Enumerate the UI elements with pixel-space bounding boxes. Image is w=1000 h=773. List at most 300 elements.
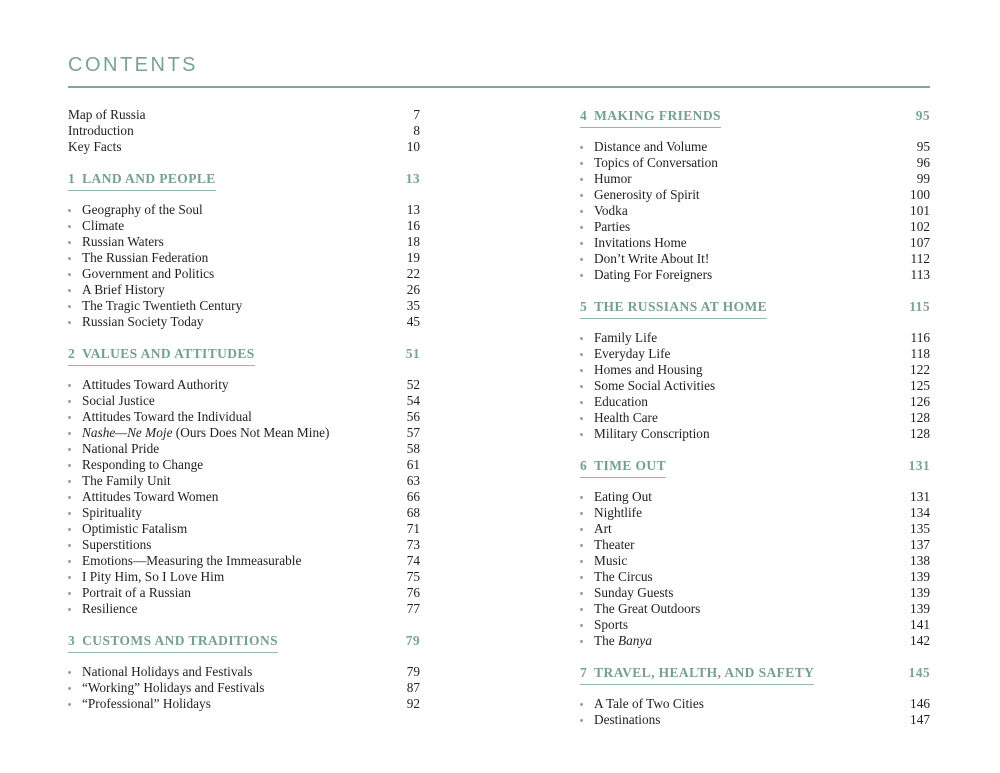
toc-entry-label: Eating Out [594,489,652,504]
bullet-icon [68,608,82,611]
front-matter [68,107,420,155]
toc-entry [580,251,930,267]
toc-entry-page: 141 [910,617,930,632]
toc-entry [580,569,930,585]
chapter-heading [68,632,420,653]
chapter-items [68,377,420,617]
bullet-dot [580,512,583,515]
toc-entry-label: Attitudes Toward Authority [82,377,229,392]
toc-entry-label: Invitations Home [594,235,687,250]
toc-entry-page: 66 [406,489,420,504]
toc-entry [68,553,420,569]
chapter-number: 7 [580,665,588,680]
toc-entry-label: Music [594,553,628,568]
bullet-dot [68,305,71,308]
front-matter-entry [68,107,420,123]
bullet-icon [580,146,594,149]
toc-entry [580,585,930,601]
toc-entry-label: Russian Society Today [82,314,204,329]
toc-entry [580,155,930,171]
chapter-title: TRAVEL, HEALTH, AND SAFETY [594,665,815,680]
toc-entry [68,537,420,553]
toc-entry [68,696,420,712]
toc-entry [580,537,930,553]
bullet-dot [68,321,71,324]
bullet-icon [68,671,82,674]
bullet-icon [68,321,82,324]
chapter-section-2 [68,345,420,617]
toc-entry-label: Humor [594,171,632,186]
toc-entry [68,505,420,521]
toc-entry-label: Generosity of Spirit [594,187,700,202]
bullet-dot [68,400,71,403]
toc-entry [580,633,930,649]
toc-entry-label: Social Justice [82,393,155,408]
bullet-icon [68,528,82,531]
toc-entry [580,553,930,569]
bullet-dot [580,401,583,404]
toc-entry-page: 147 [910,712,930,727]
toc-entry-page: 75 [406,569,420,584]
bullet-dot [580,433,583,436]
toc-entry-page: 113 [910,267,930,282]
bullet-icon [68,592,82,595]
toc-entry-page: 128 [910,426,930,441]
toc-entry [68,680,420,696]
toc-entry-page: 87 [406,680,420,695]
front-matter-entry-page: 10 [406,139,420,154]
toc-entry-label-text: (Ours Does Not Mean Mine) [172,425,330,440]
bullet-icon [580,242,594,245]
bullet-dot [68,241,71,244]
toc-entry-label: National Holidays and Festivals [82,664,253,679]
toc-entry-label: Family Life [594,330,658,345]
bullet-icon [68,400,82,403]
toc-entry-page: 73 [406,537,420,552]
bullet-icon [68,512,82,515]
toc-entry-page: 131 [910,489,930,504]
toc-entry-label: Don’t Write About It! [594,251,710,266]
bullet-icon [580,178,594,181]
toc-entry-page: 26 [406,282,420,297]
bullet-dot [580,146,583,149]
chapter-heading-text [68,170,216,191]
toc-entry-page: 139 [910,601,930,616]
toc-entry-label: The Great Outdoors [594,601,701,616]
bullet-icon [68,703,82,706]
bullet-dot [68,512,71,515]
chapter-heading [580,107,930,128]
toc-entry-label: A Tale of Two Cities [594,696,704,711]
chapter-page-number: 79 [405,633,420,648]
bullet-icon [580,592,594,595]
toc-entry-page: 79 [406,664,420,679]
front-matter-entry-label: Key Facts [68,139,122,154]
bullet-dot [580,544,583,547]
bullet-dot [580,703,583,706]
toc-entry-label-text: The [594,633,618,648]
toc-entry-page: 112 [910,251,930,266]
toc-entry [580,346,930,362]
toc-entry-label-italic: Banya [618,633,652,648]
toc-entry [68,298,420,314]
chapter-items [580,139,930,283]
chapter-number: 5 [580,299,588,314]
chapter-heading [68,345,420,366]
bullet-icon [68,241,82,244]
toc-entry [68,377,420,393]
bullet-dot [580,353,583,356]
front-matter-entry-label: Introduction [68,123,134,138]
bullet-dot [68,289,71,292]
chapter-items [68,202,420,330]
bullet-icon [68,209,82,212]
page-header [68,52,930,88]
toc-entry-label: Superstitions [82,537,152,552]
toc-entry [68,441,420,457]
chapter-items [580,330,930,442]
toc-entry-page: 107 [910,235,930,250]
chapter-title: CUSTOMS AND TRADITIONS [82,633,279,648]
toc-entry-label: Optimistic Fatalism [82,521,188,536]
toc-entry [68,569,420,585]
bullet-dot [580,337,583,340]
toc-entry [580,330,930,346]
chapter-page-number: 145 [908,665,930,680]
bullet-icon [68,257,82,260]
bullet-icon [580,544,594,547]
bullet-icon [68,687,82,690]
bullet-icon [68,464,82,467]
toc-entry-page: 35 [406,298,420,313]
bullet-dot [68,544,71,547]
bullet-icon [580,512,594,515]
toc-entry-page: 134 [910,505,930,520]
bullet-dot [68,257,71,260]
toc-entry [580,267,930,283]
chapter-title: LAND AND PEOPLE [82,171,216,186]
chapter-number: 2 [68,346,76,361]
bullet-dot [580,624,583,627]
bullet-icon [580,640,594,643]
toc-entry [68,664,420,680]
chapter-heading [580,664,930,685]
chapter-page-number: 13 [405,171,420,186]
bullet-dot [580,496,583,499]
front-matter-entry [68,123,420,139]
bullet-icon [580,210,594,213]
chapter-number: 1 [68,171,76,186]
toc-entry-label: National Pride [82,441,160,456]
bullet-dot [68,209,71,212]
toc-entry-label: Russian Waters [82,234,164,249]
toc-entry [580,378,930,394]
toc-entry-label: “Working” Holidays and Festivals [82,680,265,695]
bullet-dot [68,416,71,419]
toc-entry-page: 76 [406,585,420,600]
front-matter-entry-page: 8 [413,123,420,138]
bullet-dot [580,560,583,563]
bullet-dot [580,178,583,181]
bullet-dot [580,576,583,579]
bullet-dot [68,496,71,499]
toc-entry-page: 45 [406,314,420,329]
bullet-dot [68,592,71,595]
bullet-dot [68,560,71,563]
bullet-icon [580,353,594,356]
toc-entry [580,712,930,728]
toc-entry-label: A Brief History [82,282,165,297]
bullet-dot [580,274,583,277]
toc-entry-page: 125 [910,378,930,393]
toc-entry-page: 102 [910,219,930,234]
bullet-dot [68,480,71,483]
toc-entry-page: 116 [910,330,930,345]
toc-entry [68,282,420,298]
bullet-icon [68,384,82,387]
chapter-number: 3 [68,633,76,648]
chapter-number: 4 [580,108,588,123]
toc-entry-label [594,633,902,649]
toc-entry-page: 22 [406,266,420,281]
toc-entry [580,696,930,712]
bullet-icon [580,528,594,531]
toc-entry [580,219,930,235]
bullet-icon [580,433,594,436]
toc-entry [68,218,420,234]
chapter-heading-text [68,345,255,366]
bullet-icon [68,576,82,579]
page-title: CONTENTS [68,54,198,76]
toc-entry-page: 122 [910,362,930,377]
toc-entry [580,203,930,219]
chapter-items [580,489,930,649]
chapter-page-number: 51 [405,346,420,361]
bullet-dot [580,417,583,420]
toc-entry-page: 126 [910,394,930,409]
chapter-heading-text [580,457,666,478]
bullet-icon [68,480,82,483]
toc-entry-page: 118 [910,346,930,361]
toc-entry-page: 96 [916,155,930,170]
toc-entry-page: 13 [406,202,420,217]
chapter-heading-text [580,664,814,685]
toc-entry-label: Resilience [82,601,138,616]
chapter-section-7 [580,664,930,728]
toc-entry [580,171,930,187]
toc-entry-label: Responding to Change [82,457,204,472]
toc-entry-page: 18 [406,234,420,249]
toc-entry [580,187,930,203]
chapter-number: 6 [580,458,588,473]
toc-entry-page: 71 [406,521,420,536]
chapter-title: VALUES AND ATTITUDES [82,346,255,361]
toc-entry [580,617,930,633]
bullet-dot [580,592,583,595]
bullet-icon [580,194,594,197]
bullet-dot [580,258,583,261]
bullet-dot [68,384,71,387]
toc-entry [580,235,930,251]
chapter-page-number: 115 [909,299,930,314]
toc-entry-page: 128 [910,410,930,425]
bullet-dot [68,576,71,579]
toc-entry-label: Geography of the Soul [82,202,203,217]
front-matter-entry [68,139,420,155]
bullet-icon [580,608,594,611]
toc-entry-label: The Family Unit [82,473,171,488]
toc-entry-page: 135 [910,521,930,536]
bullet-icon [580,337,594,340]
toc-entry-label: Government and Politics [82,266,215,281]
bullet-icon [580,496,594,499]
toc-entry-page: 142 [910,633,930,648]
toc-entry-page: 146 [910,696,930,711]
chapter-items [580,696,930,728]
toc-entry-label: Art [594,521,612,536]
bullet-dot [580,719,583,722]
toc-entry-label: Vodka [594,203,628,218]
toc-entry-label: Sunday Guests [594,585,674,600]
bullet-dot [68,528,71,531]
toc-entry-page: 74 [406,553,420,568]
toc-entry-page: 57 [406,425,420,440]
toc-entry [580,394,930,410]
toc-entry-page: 61 [406,457,420,472]
toc-entry-label: Climate [82,218,125,233]
toc-entry [68,202,420,218]
chapter-title: MAKING FRIENDS [594,108,721,123]
toc-entry-page: 56 [406,409,420,424]
toc-entry-page: 52 [406,377,420,392]
toc-entry [68,585,420,601]
chapter-title: TIME OUT [594,458,666,473]
toc-entry-label: Portrait of a Russian [82,585,191,600]
toc-entry-page: 54 [406,393,420,408]
toc-entry-page: 139 [910,569,930,584]
toc-entry [580,410,930,426]
front-matter-entry-label: Map of Russia [68,107,146,122]
bullet-dot [68,464,71,467]
toc-entry-page: 68 [406,505,420,520]
bullet-dot [580,528,583,531]
bullet-icon [68,560,82,563]
toc-entry-label: The Tragic Twentieth Century [82,298,243,313]
toc-entry-label: Theater [594,537,635,552]
bullet-dot [580,226,583,229]
toc-entry [68,314,420,330]
toc-entry [580,505,930,521]
bullet-dot [68,448,71,451]
bullet-icon [580,369,594,372]
toc-entry-page: 139 [910,585,930,600]
bullet-dot [68,671,71,674]
chapter-section-1 [68,170,420,330]
toc-entry-label: Emotions—Measuring the Immeasurable [82,553,302,568]
bullet-icon [580,560,594,563]
toc-entry-page: 19 [406,250,420,265]
toc-entry-page: 99 [916,171,930,186]
bullet-icon [580,226,594,229]
chapter-heading-text [580,107,721,128]
toc-column-left [68,107,420,728]
toc-entry-page: 137 [910,537,930,552]
bullet-icon [68,416,82,419]
toc-entry-label: Nightlife [594,505,643,520]
toc-entry-label: Topics of Conversation [594,155,718,170]
bullet-dot [580,608,583,611]
chapter-page-number: 95 [915,108,930,123]
chapter-heading-text [580,298,767,319]
toc-entry-label: Everyday Life [594,346,671,361]
chapter-section-4 [580,107,930,283]
toc-entry [580,601,930,617]
bullet-dot [68,687,71,690]
toc-entry [580,521,930,537]
bullet-dot [580,640,583,643]
toc-entry [68,409,420,425]
toc-entry-page: 92 [406,696,420,711]
toc-entry-label: Health Care [594,410,658,425]
bullet-icon [68,273,82,276]
toc-entry-label: The Russian Federation [82,250,209,265]
toc-entry [580,139,930,155]
toc-entry [68,521,420,537]
toc-entry-label: Some Social Activities [594,378,716,393]
toc-entry-label: Education [594,394,648,409]
toc-entry-label: Distance and Volume [594,139,708,154]
bullet-icon [68,544,82,547]
chapter-section-5 [580,298,930,442]
bullet-dot [68,703,71,706]
bullet-dot [580,242,583,245]
chapter-title: THE RUSSIANS AT HOME [594,299,768,314]
toc-entry-label: “Professional” Holidays [82,696,211,711]
toc-entry-label: The Circus [594,569,653,584]
toc-entry-page: 16 [406,218,420,233]
bullet-dot [580,162,583,165]
toc-entry [68,234,420,250]
bullet-icon [580,719,594,722]
bullet-dot [580,385,583,388]
toc-entry [68,473,420,489]
bullet-icon [68,305,82,308]
chapter-section-6 [580,457,930,649]
bullet-dot [68,608,71,611]
toc-entry-label: Dating For Foreigners [594,267,713,282]
toc-entry [68,457,420,473]
toc-entry-label: Destinations [594,712,661,727]
chapter-heading [580,457,930,478]
toc-entry-page: 58 [406,441,420,456]
toc-entry-label-italic: Nashe—Ne Moje [82,425,173,440]
bullet-icon [580,162,594,165]
toc-entry-page: 63 [406,473,420,488]
toc-entry [580,426,930,442]
toc-entry-label: I Pity Him, So I Love Him [82,569,225,584]
toc-entry-label [82,425,399,441]
chapter-section-3 [68,632,420,712]
bullet-dot [68,225,71,228]
bullet-dot [580,369,583,372]
toc-entry [68,489,420,505]
bullet-dot [68,432,71,435]
toc-entry-label: Sports [594,617,628,632]
bullet-icon [68,496,82,499]
toc-entry [68,425,420,441]
chapter-heading [580,298,930,319]
chapter-heading-text [68,632,278,653]
